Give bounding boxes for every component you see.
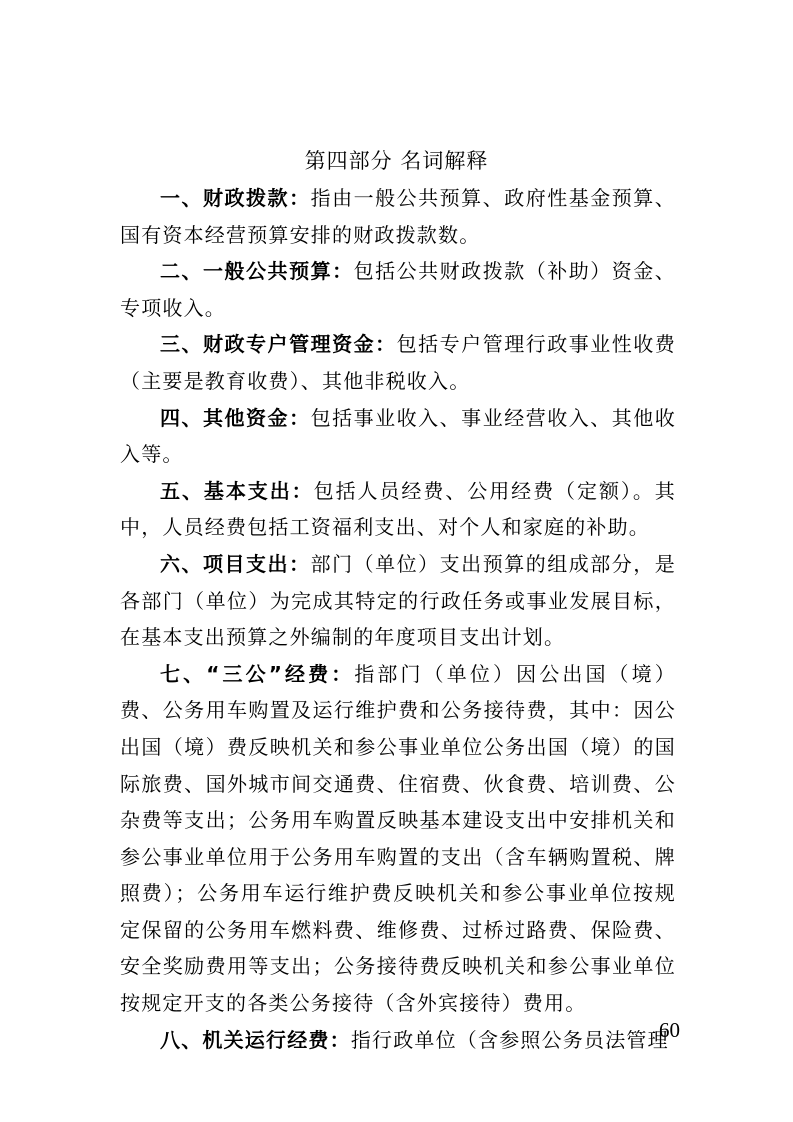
entry-definition: 部门（单位）支出预算的组成部分，是各部门（单位）为完成其特定的行政任务或事业发展目标，在基本支出预算之外编制的年度项目支出计划。: [120, 551, 676, 650]
entry-definition: 包括公共财政拨款（补助）资金、专项收入。: [120, 259, 676, 320]
glossary-entry-6: [120, 546, 676, 656]
section-title: 第四部分 名词解释: [304, 149, 489, 173]
glossary-entry-1: [120, 180, 676, 253]
entry-term: 一、财政拨款：: [160, 186, 311, 210]
entry-definition: 包括人员经费、公用经费（定额）。其中，人员经费包括工资福利支出、对个人和家庭的补助。: [120, 478, 676, 540]
glossary-entry-5: [120, 473, 676, 546]
glossary-body: [120, 180, 676, 1058]
entry-definition: 指部门（单位）因公出国（境）费、公务用车购置及运行维护费和公务接待费，其中：因公出国（境）费反映机关和参公事业单位公务出国（境）的国际旅费、国外城市间交通费、住宿费、伙食费、培训费、公杂费等支出；公务用车购置反映基本建设支出中安排机关和参公事业单位用于公务用车购置的支出（含车辆购置税、牌照费）；公务用车运行维护费反映机关和参公事业单位按规定保留的公务用车燃料费、维修费、过桥过路费、保险费、安全奖励费用等支出；公务接待费反映机关和参公事业单位按规定开支的各类公务接待（含外宾接待）费用。: [120, 661, 676, 1016]
glossary-entry-8: [120, 1022, 676, 1059]
entry-definition: 包括事业收入、事业经营收入、其他收入等。: [120, 405, 676, 467]
entry-term: 五、基本支出：: [160, 478, 314, 503]
glossary-entry-2: [120, 253, 676, 326]
glossary-entry-4: [120, 400, 676, 473]
entry-term: 三、财政专户管理资金：: [160, 332, 397, 357]
entry-term: 二、一般公共预算：: [160, 259, 354, 284]
entry-definition: 指行政单位（含参照公务员法管理: [350, 1027, 669, 1052]
entry-definition: 指由一般公共预算、政府性基金预算、国有资本经营预算安排的财政拨款数。: [120, 186, 676, 247]
glossary-entry-3: [120, 326, 676, 399]
entry-term: 六、项目支出：: [160, 551, 311, 576]
glossary-entry-7: [120, 656, 676, 1022]
entry-term: 七、“三公”经费：: [160, 661, 355, 686]
page-number: 60: [659, 1018, 680, 1042]
entry-definition: 包括专户管理行政事业性收费（主要是教育收费）、其他非税收入。: [120, 332, 676, 393]
entry-term: 四、其他资金：: [160, 405, 311, 430]
entry-term: 八、机关运行经费：: [160, 1027, 351, 1052]
